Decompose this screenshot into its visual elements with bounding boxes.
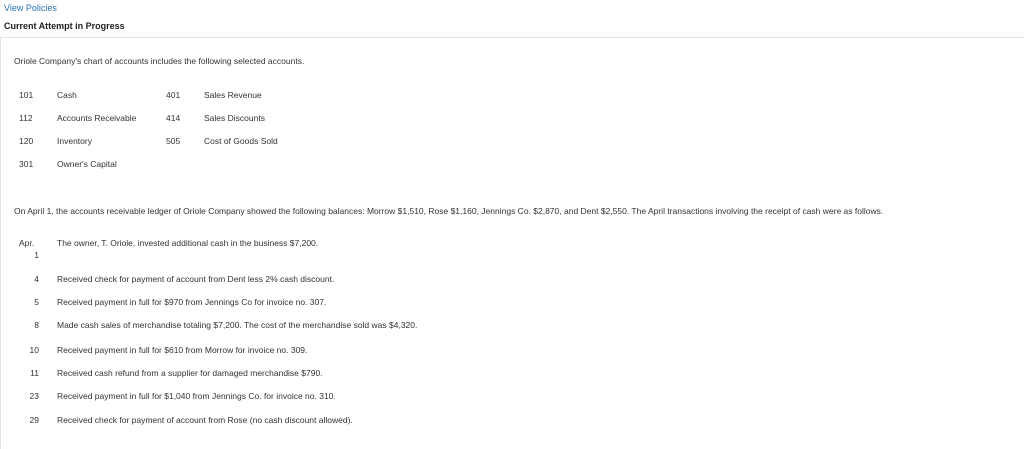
attempt-status: Current Attempt in Progress — [4, 21, 125, 31]
account-number: 301 — [19, 159, 34, 169]
account-number: 120 — [19, 136, 34, 146]
account-name: Cost of Goods Sold — [204, 136, 278, 146]
transaction-day: 1 — [34, 250, 39, 260]
account-name: Owner's Capital — [57, 159, 117, 169]
account-name: Sales Revenue — [204, 90, 262, 100]
transaction-day: 4 — [34, 274, 39, 284]
account-name: Accounts Receivable — [57, 113, 137, 123]
transaction-day: 8 — [34, 320, 39, 330]
transaction-day: 5 — [34, 297, 39, 307]
transaction-text: Received cash refund from a supplier for damaged merchandise $790. — [57, 368, 323, 378]
view-policies-link[interactable]: View Policies — [4, 3, 57, 13]
account-number: 414 — [166, 113, 181, 123]
account-number: 505 — [166, 136, 181, 146]
account-name: Cash — [57, 90, 77, 100]
transaction-day: 10 — [29, 345, 39, 355]
transaction-text: Received payment in full for $610 from Morrow for invoice no. 309. — [57, 345, 308, 355]
intro-text: Oriole Company's chart of accounts includes the following selected accounts. — [14, 56, 305, 66]
transaction-text: Received payment in full for $1,040 from Jennings Co. for invoice no. 310. — [57, 391, 336, 401]
transaction-text: Received check for payment of account from Rose (no cash discount allowed). — [57, 415, 353, 425]
ledger-text: On April 1, the accounts receivable ledger of Oriole Company showed the following balances: Morrow $1,510, Rose $1,160, Jennings Co. $2,870, and Dent $2,550. The April transactions involving the receipt of cash were as follows. — [14, 206, 884, 216]
transaction-day: 29 — [29, 415, 39, 425]
transaction-month: Apr. — [19, 238, 35, 248]
account-name: Sales Discounts — [204, 113, 265, 123]
transaction-day: 11 — [30, 368, 39, 378]
account-number: 401 — [166, 90, 181, 100]
transaction-text: Made cash sales of merchandise totaling $7,200. The cost of the merchandise sold was $4,320. — [57, 320, 418, 330]
problem-content — [0, 38, 1024, 449]
transaction-text: Received check for payment of account from Dent less 2% cash discount. — [57, 274, 335, 284]
account-name: Inventory — [57, 136, 92, 146]
transaction-day: 23 — [29, 391, 39, 401]
top-bar — [0, 0, 1024, 38]
transaction-text: Received payment in full for $970 from Jennings Co for invoice no. 307. — [57, 297, 327, 307]
transaction-text: The owner, T. Oriole, invested additional cash in the business $7,200. — [57, 238, 319, 248]
account-number: 101 — [19, 90, 34, 100]
account-number: 112 — [19, 113, 33, 123]
